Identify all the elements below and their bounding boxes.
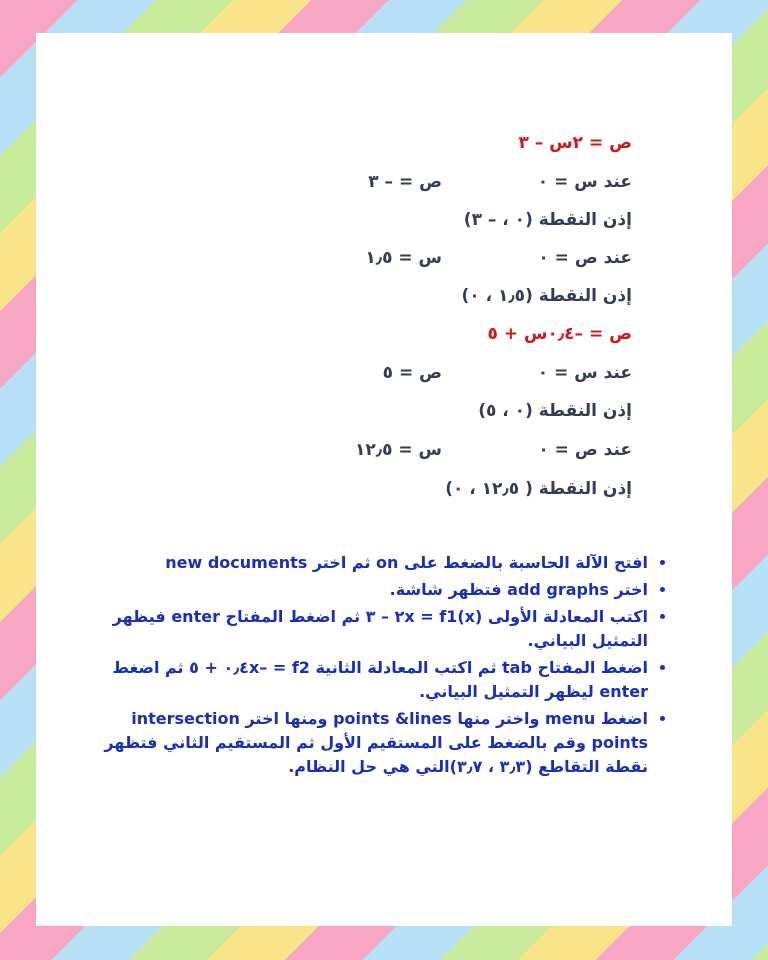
equation-1: ص = ٢س – ٣ — [518, 133, 632, 153]
step-3: • اكتب المعادلة الأولى f1(x) = ٢x – ٣ ثم اضغط المفتاح enter فيظهر التمثيل البياني. — [88, 605, 648, 653]
step-1: • افتح الآلة الحاسبة بالضغط على on ثم اختر new documents — [88, 551, 648, 575]
eq2-row-x0: عند س = ٠ص = ٥ — [382, 363, 632, 383]
step-2: • اختر add graphs فتظهر شاشة. — [88, 578, 648, 602]
eq1-row-y0: عند ص = ٠س = ١٫٥ — [365, 248, 632, 268]
step-4: • اضغط المفتاح tab ثم اكتب المعادلة الثانية f2 = –٠٫٤x + ٥ ثم اضغط enter ليظهر التمثيل البياني. — [88, 656, 648, 704]
eq2-point-1: إذن النقطة (٠ ، ٥) — [478, 401, 632, 421]
eq1-point-2: إذن النقطة (١٫٥ ، ٠) — [461, 286, 632, 306]
equation-2: ص = –٠٫٤س + ٥ — [487, 324, 632, 344]
step-5: • اضغط menu واختر منها points &lines ومنها اختر intersection points وقم بالضغط على المستقيم الأول ثم المستقيم الثاني فتظهر نقطة التقاطع (٣٫٣ ، ٣٫٧)التي هي حل النظام. — [88, 707, 648, 779]
calculator-steps-list — [88, 551, 670, 782]
eq1-row-x0: عند س = ٠ص = – ٣ — [368, 172, 632, 192]
content-card — [36, 33, 732, 926]
eq1-point-1: إذن النقطة (٠ ، – ٣) — [463, 210, 632, 230]
eq2-row-y0: عند ص = ٠س = ١٢٫٥ — [354, 440, 632, 460]
eq2-point-2: إذن النقطة ( ١٢٫٥ ، ٠) — [445, 479, 632, 499]
